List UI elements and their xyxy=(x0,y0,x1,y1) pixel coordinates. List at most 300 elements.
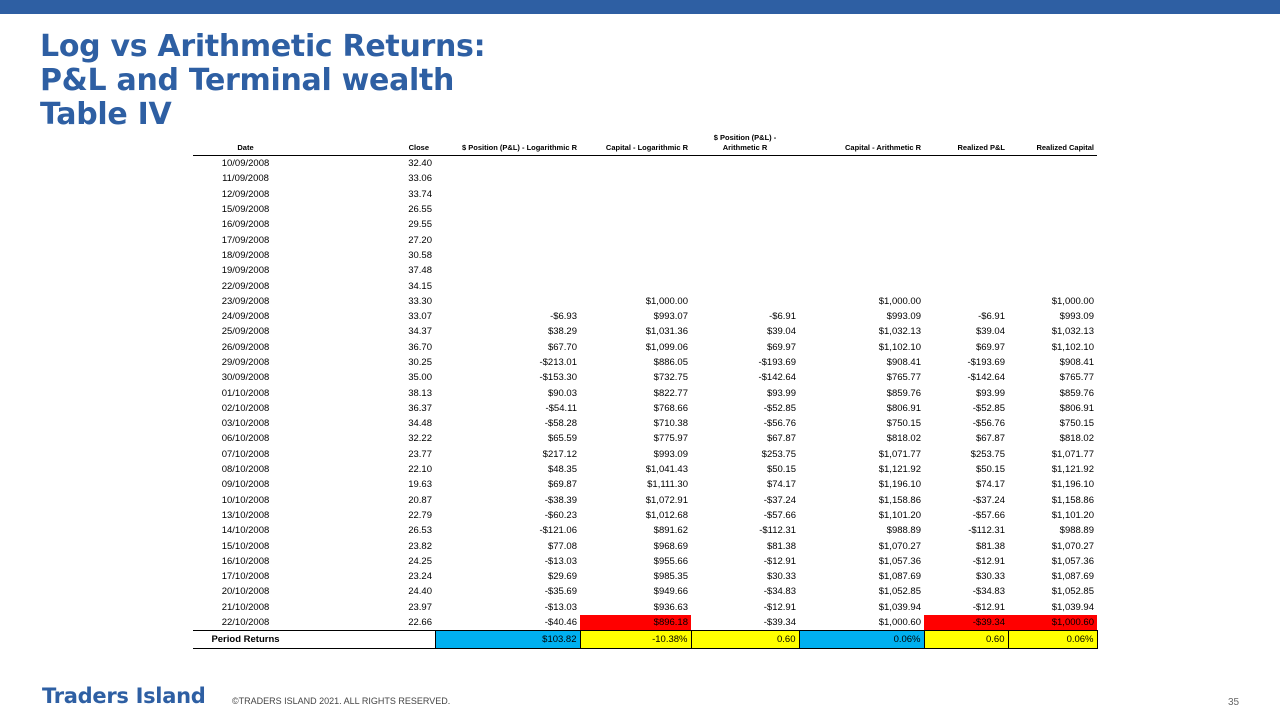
cell-position-arith: -$142.64 xyxy=(758,372,796,384)
cell-realized-pl: $39.04 xyxy=(975,326,1005,338)
cell-position-arith: -$6.91 xyxy=(769,311,796,323)
cell-position-arith: $30.33 xyxy=(766,571,796,583)
table-row xyxy=(193,340,1097,355)
cell-close: 23.77 xyxy=(408,448,432,460)
cell-date: 10/09/2008 xyxy=(221,158,270,170)
cell-capital-log xyxy=(580,232,691,247)
cell-realized-pl xyxy=(924,278,1008,293)
cell-position-log: -$213.01 xyxy=(539,357,577,368)
cell-realized-capital: $1,158.86 xyxy=(1051,494,1094,506)
cell-position-log: $65.59 xyxy=(547,433,577,445)
cell-position-log: $90.03 xyxy=(547,387,577,399)
table-header-row xyxy=(193,124,1097,156)
cell-date: 22/10/2008 xyxy=(193,615,298,631)
returns-table xyxy=(193,124,1098,649)
cell-realized-pl: -$52.85 xyxy=(972,402,1005,414)
cell-position-log: -$40.46 xyxy=(435,615,580,631)
cell-realized-capital xyxy=(1008,263,1097,278)
cell-close: 30.58 xyxy=(408,249,432,261)
cell-capital-log: $886.05 xyxy=(653,357,688,368)
cell-realized-capital: $1,057.36 xyxy=(1051,555,1094,567)
cell-realized-pl xyxy=(924,202,1008,217)
cell-realized-capital: $806.91 xyxy=(1059,402,1094,414)
cell-close: 19.63 xyxy=(408,479,432,491)
cell-position-log xyxy=(435,232,580,247)
cell-realized-pl: $50.15 xyxy=(975,464,1005,476)
cell-position-arith xyxy=(691,156,799,172)
cell-close: 32.22 xyxy=(408,433,432,445)
cell-position-arith: $69.97 xyxy=(766,341,796,353)
cell-date: 18/09/2008 xyxy=(221,249,270,261)
cell-position-log xyxy=(435,263,580,278)
cell-position-arith: -$193.69 xyxy=(758,357,796,368)
table-row xyxy=(193,523,1097,538)
table-row xyxy=(193,508,1097,523)
cell-realized-capital xyxy=(1008,187,1097,202)
cell-date: 08/10/2008 xyxy=(221,464,270,476)
cell-capital-log xyxy=(580,248,691,263)
header-position-arith: $ Position (P&L) - Arithmetic R xyxy=(691,124,799,156)
cell-capital-log: $822.77 xyxy=(653,387,688,399)
cell-date: 26/09/2008 xyxy=(221,341,270,353)
cell-position-log xyxy=(435,294,580,309)
table-row xyxy=(193,278,1097,293)
cell-position-log: -$54.11 xyxy=(545,402,577,414)
cell-date: 15/10/2008 xyxy=(221,540,270,552)
cell-position-log: -$121.06 xyxy=(539,525,577,537)
cell-capital-log: $949.66 xyxy=(653,586,688,598)
cell-capital-arith: $1,000.00 xyxy=(878,295,921,307)
cell-position-arith: -$57.66 xyxy=(763,509,796,521)
cell-date: 16/10/2008 xyxy=(221,555,270,567)
cell-capital-arith: $1,121.92 xyxy=(878,464,921,476)
cell-capital-arith xyxy=(799,171,924,186)
cell-capital-arith xyxy=(799,156,924,172)
cell-capital-arith: $1,032.13 xyxy=(878,326,921,338)
cell-capital-arith: $765.77 xyxy=(886,372,921,384)
cell-realized-pl: $81.38 xyxy=(975,540,1005,552)
cell-capital-log xyxy=(580,171,691,186)
cell-position-arith: $74.17 xyxy=(766,479,796,491)
cell-position-log: -$38.39 xyxy=(544,494,577,506)
cell-realized-pl xyxy=(924,217,1008,232)
cell-position-arith: -$112.31 xyxy=(759,525,796,537)
cell-capital-arith xyxy=(799,263,924,278)
cell-position-arith: $39.04 xyxy=(766,326,796,338)
cell-position-log xyxy=(435,171,580,186)
cell-capital-log: $775.97 xyxy=(653,433,688,445)
cell-realized-capital: $1,071.77 xyxy=(1051,448,1094,460)
cell-position-arith xyxy=(691,294,799,309)
cell-close: 22.10 xyxy=(408,464,432,476)
cell-close: 38.13 xyxy=(408,387,432,399)
period-returns-label: Period Returns xyxy=(193,631,298,649)
cell-capital-log: $1,031.36 xyxy=(645,326,688,338)
table-row xyxy=(193,538,1097,553)
cell-capital-log xyxy=(580,217,691,232)
cell-realized-capital: $1,000.00 xyxy=(1051,295,1094,307)
cell-date: 23/09/2008 xyxy=(221,295,270,307)
cell-capital-log: $955.66 xyxy=(653,555,688,567)
title-line-2: P&L and Terminal wealth xyxy=(40,63,455,98)
cell-realized-pl xyxy=(924,187,1008,202)
period-position-log: $103.82 xyxy=(435,631,580,649)
cell-date: 07/10/2008 xyxy=(221,448,270,460)
cell-realized-capital xyxy=(1008,278,1097,293)
cell-realized-pl: $253.75 xyxy=(970,448,1005,460)
cell-realized-capital: $1,102.10 xyxy=(1051,341,1094,353)
cell-realized-capital xyxy=(1008,217,1097,232)
footer-copyright: ©TRADERS ISLAND 2021. ALL RIGHTS RESERVED. xyxy=(232,696,451,706)
table-row xyxy=(193,431,1097,446)
cell-capital-log: $896.18 xyxy=(580,615,691,631)
cell-position-arith: -$37.24 xyxy=(763,494,796,506)
cell-realized-pl: -$57.66 xyxy=(972,509,1005,521)
cell-close: 24.25 xyxy=(408,555,432,567)
cell-realized-pl: -$12.91 xyxy=(972,601,1005,613)
cell-realized-pl xyxy=(924,156,1008,172)
cell-capital-arith: $908.41 xyxy=(886,357,921,368)
table-row xyxy=(193,447,1097,462)
cell-position-arith xyxy=(691,171,799,186)
cell-date: 12/09/2008 xyxy=(221,188,270,200)
table-row xyxy=(193,171,1097,186)
cell-date: 29/09/2008 xyxy=(221,357,270,368)
period-returns-row xyxy=(193,631,1097,649)
cell-capital-arith: $1,071.77 xyxy=(878,448,921,460)
cell-position-log: -$13.03 xyxy=(544,555,577,567)
cell-realized-capital: $1,087.69 xyxy=(1051,571,1094,583)
cell-capital-arith: $1,057.36 xyxy=(878,555,921,567)
page-number: 35 xyxy=(1228,697,1240,708)
cell-position-log: $48.35 xyxy=(547,464,577,476)
table-row xyxy=(193,263,1097,278)
cell-capital-log: $891.62 xyxy=(653,525,688,537)
cell-realized-pl: -$193.69 xyxy=(967,357,1005,368)
cell-capital-log: $1,041.43 xyxy=(645,464,688,476)
cell-realized-pl: -$39.34 xyxy=(924,615,1008,631)
cell-realized-pl xyxy=(924,294,1008,309)
cell-realized-pl: -$12.91 xyxy=(972,555,1005,567)
slide-title xyxy=(40,30,485,132)
cell-position-log xyxy=(435,187,580,202)
cell-position-log: $67.70 xyxy=(547,341,577,353)
table-row xyxy=(193,156,1097,172)
cell-capital-log: $1,072.91 xyxy=(645,494,688,506)
cell-capital-arith: $1,052.85 xyxy=(878,586,921,598)
cell-position-arith: -$12.91 xyxy=(763,601,796,613)
cell-date: 30/09/2008 xyxy=(221,372,270,384)
cell-realized-pl xyxy=(924,171,1008,186)
title-line-1: Log vs Arithmetic Returns: xyxy=(40,29,486,64)
cell-position-arith xyxy=(691,202,799,217)
cell-capital-log xyxy=(580,187,691,202)
cell-capital-log: $1,000.00 xyxy=(645,295,688,307)
cell-close: 29.55 xyxy=(408,219,432,231)
cell-realized-capital xyxy=(1008,232,1097,247)
cell-position-log: -$58.28 xyxy=(544,418,577,430)
cell-realized-capital xyxy=(1008,248,1097,263)
cell-close: 35.00 xyxy=(408,372,432,384)
cell-capital-arith: $988.89 xyxy=(886,525,921,537)
cell-capital-log: $1,099.06 xyxy=(645,341,688,353)
cell-date: 14/10/2008 xyxy=(221,525,270,537)
cell-position-log: $29.69 xyxy=(547,571,577,583)
cell-date: 11/09/2008 xyxy=(222,173,269,185)
cell-position-log xyxy=(435,278,580,293)
cell-date: 10/10/2008 xyxy=(221,494,270,506)
cell-realized-pl: $30.33 xyxy=(975,571,1005,583)
cell-position-log: -$6.93 xyxy=(550,311,577,323)
header-capital-arith: Capital - Arithmetic R xyxy=(799,124,924,156)
table-row xyxy=(193,416,1097,431)
cell-capital-log xyxy=(580,263,691,278)
cell-close: 32.40 xyxy=(408,158,432,170)
table-row xyxy=(193,584,1097,599)
cell-capital-arith: $1,101.20 xyxy=(878,509,921,521)
cell-realized-pl xyxy=(924,232,1008,247)
table-row xyxy=(193,493,1097,508)
table-row xyxy=(193,202,1097,217)
cell-realized-capital: $765.77 xyxy=(1059,372,1094,384)
cell-position-log: $69.87 xyxy=(547,479,577,491)
cell-capital-arith: $1,196.10 xyxy=(878,479,921,491)
cell-close: 30.25 xyxy=(408,357,432,368)
cell-date: 03/10/2008 xyxy=(221,418,270,430)
table-row xyxy=(193,477,1097,492)
cell-position-log: -$13.03 xyxy=(544,601,577,613)
cell-realized-capital xyxy=(1008,171,1097,186)
cell-date: 25/09/2008 xyxy=(221,326,270,338)
cell-date: 15/09/2008 xyxy=(221,204,270,216)
cell-capital-arith xyxy=(799,232,924,247)
cell-position-log: -$153.30 xyxy=(539,372,577,384)
cell-close: 23.24 xyxy=(408,571,432,583)
cell-close: 33.06 xyxy=(408,173,432,185)
period-capital-arith: 0.06% xyxy=(799,631,924,649)
period-position-arith: 0.60 xyxy=(691,631,799,649)
cell-capital-arith xyxy=(799,202,924,217)
cell-capital-arith: $1,102.10 xyxy=(878,341,921,353)
table-row xyxy=(193,294,1097,309)
cell-position-log xyxy=(435,248,580,263)
table-row xyxy=(193,370,1097,385)
cell-realized-capital: $1,101.20 xyxy=(1051,509,1094,521)
cell-position-arith: -$39.34 xyxy=(691,615,799,631)
cell-capital-arith: $1,039.94 xyxy=(878,601,921,613)
cell-position-log xyxy=(435,156,580,172)
cell-realized-pl: $74.17 xyxy=(975,479,1005,491)
cell-capital-log: $985.35 xyxy=(653,571,688,583)
table-row xyxy=(193,401,1097,416)
cell-realized-pl: -$112.31 xyxy=(968,525,1005,537)
cell-position-arith: -$52.85 xyxy=(763,402,796,414)
cell-capital-arith: $993.09 xyxy=(886,311,921,323)
cell-position-log xyxy=(435,217,580,232)
cell-close: 34.37 xyxy=(408,326,432,338)
cell-realized-capital xyxy=(1008,202,1097,217)
cell-capital-log: $768.66 xyxy=(653,402,688,414)
cell-position-arith xyxy=(691,187,799,202)
table-row xyxy=(193,248,1097,263)
cell-position-log: -$60.23 xyxy=(544,509,577,521)
cell-realized-pl: $69.97 xyxy=(975,341,1005,353)
header-close: Close xyxy=(298,124,435,156)
cell-close: 36.37 xyxy=(408,402,432,414)
cell-date: 02/10/2008 xyxy=(221,402,270,414)
cell-capital-arith: $806.91 xyxy=(886,402,921,414)
cell-position-log: -$35.69 xyxy=(544,586,577,598)
cell-position-arith xyxy=(691,278,799,293)
cell-realized-capital xyxy=(1008,156,1097,172)
cell-capital-log xyxy=(580,156,691,172)
table-row xyxy=(193,554,1097,569)
cell-realized-capital: $908.41 xyxy=(1059,357,1094,368)
cell-realized-capital: $988.89 xyxy=(1059,525,1094,537)
cell-close: 34.15 xyxy=(408,280,432,292)
cell-realized-pl: -$56.76 xyxy=(972,418,1005,430)
table-row xyxy=(193,309,1097,324)
period-capital-log: -10.38% xyxy=(580,631,691,649)
cell-capital-arith: $750.15 xyxy=(886,418,921,430)
cell-position-arith: $253.75 xyxy=(761,448,796,460)
cell-realized-pl: $93.99 xyxy=(975,387,1005,399)
table-row xyxy=(193,615,1097,631)
cell-realized-capital: $1,032.13 xyxy=(1051,326,1094,338)
cell-position-arith: -$34.83 xyxy=(763,586,796,598)
cell-capital-log xyxy=(580,278,691,293)
cell-close: 33.07 xyxy=(408,311,432,323)
header-realized-pl: Realized P&L xyxy=(924,124,1008,156)
cell-close: 24.40 xyxy=(408,586,432,598)
cell-realized-pl xyxy=(924,248,1008,263)
cell-capital-arith xyxy=(799,278,924,293)
cell-capital-log: $732.75 xyxy=(653,372,688,384)
cell-position-arith xyxy=(691,263,799,278)
cell-date: 20/10/2008 xyxy=(221,586,270,598)
cell-date: 13/10/2008 xyxy=(221,509,270,521)
cell-capital-arith xyxy=(799,217,924,232)
cell-close: 22.79 xyxy=(408,509,432,521)
cell-position-log: $77.08 xyxy=(547,540,577,552)
cell-date: 19/09/2008 xyxy=(221,265,270,277)
header-capital-log: Capital - Logarithmic R xyxy=(580,124,691,156)
cell-realized-capital: $818.02 xyxy=(1059,433,1094,445)
cell-capital-arith xyxy=(799,248,924,263)
cell-capital-arith: $1,158.86 xyxy=(878,494,921,506)
cell-realized-pl: -$37.24 xyxy=(972,494,1005,506)
cell-position-arith xyxy=(691,248,799,263)
cell-date: 21/10/2008 xyxy=(221,601,270,613)
period-realized-pl: 0.60 xyxy=(924,631,1008,649)
cell-realized-capital: $1,196.10 xyxy=(1051,479,1094,491)
cell-realized-capital: $1,070.27 xyxy=(1051,540,1094,552)
cell-realized-capital: $1,039.94 xyxy=(1051,601,1094,613)
table-row xyxy=(193,324,1097,339)
cell-realized-capital: $750.15 xyxy=(1059,418,1094,430)
cell-position-arith: -$56.76 xyxy=(763,418,796,430)
cell-capital-arith: $1,087.69 xyxy=(878,571,921,583)
cell-date: 17/10/2008 xyxy=(221,571,270,583)
cell-position-arith xyxy=(691,217,799,232)
table-row xyxy=(193,187,1097,202)
cell-capital-log: $968.69 xyxy=(653,540,688,552)
cell-capital-log: $993.09 xyxy=(653,448,688,460)
cell-close: 33.74 xyxy=(408,188,432,200)
cell-position-arith: $81.38 xyxy=(766,540,796,552)
cell-position-arith: $93.99 xyxy=(766,387,796,399)
table-row xyxy=(193,355,1097,370)
cell-close: 27.20 xyxy=(408,234,432,246)
cell-date: 24/09/2008 xyxy=(221,311,270,323)
top-accent-bar xyxy=(0,0,1280,14)
cell-realized-pl: -$34.83 xyxy=(972,586,1005,598)
cell-realized-pl xyxy=(924,263,1008,278)
header-position-log: $ Position (P&L) - Logarithmic R xyxy=(435,124,580,156)
period-realized-capital: 0.06% xyxy=(1008,631,1097,649)
cell-position-log: $217.12 xyxy=(542,448,577,460)
cell-close: 33.30 xyxy=(408,295,432,307)
cell-capital-log xyxy=(580,202,691,217)
cell-realized-capital: $993.09 xyxy=(1059,311,1094,323)
cell-close: 23.97 xyxy=(408,601,432,613)
cell-realized-pl: -$142.64 xyxy=(967,372,1005,384)
cell-close: 26.53 xyxy=(408,525,432,537)
table-row xyxy=(193,217,1097,232)
cell-position-arith xyxy=(691,232,799,247)
cell-position-arith: $67.87 xyxy=(766,433,796,445)
cell-date: 22/09/2008 xyxy=(221,280,270,292)
table-row xyxy=(193,569,1097,584)
cell-capital-arith xyxy=(799,187,924,202)
header-date: Date xyxy=(193,124,298,156)
cell-close: 26.55 xyxy=(408,204,432,216)
cell-position-arith: -$12.91 xyxy=(763,555,796,567)
cell-realized-pl: $67.87 xyxy=(975,433,1005,445)
cell-capital-log: $936.63 xyxy=(653,601,688,613)
cell-realized-capital: $1,000.60 xyxy=(1008,615,1097,631)
cell-close: 37.48 xyxy=(408,265,432,277)
title-line-3: Table IV xyxy=(40,97,172,132)
cell-capital-log: $710.38 xyxy=(653,418,688,430)
cell-position-arith: $50.15 xyxy=(766,464,796,476)
cell-close: 36.70 xyxy=(408,341,432,353)
cell-close: 22.66 xyxy=(298,615,435,631)
cell-realized-capital: $1,052.85 xyxy=(1051,586,1094,598)
cell-realized-capital: $1,121.92 xyxy=(1051,464,1094,476)
cell-date: 06/10/2008 xyxy=(221,433,270,445)
cell-date: 17/09/2008 xyxy=(221,234,270,246)
cell-position-log xyxy=(435,202,580,217)
header-realized-capital: Realized Capital xyxy=(1008,124,1097,156)
traders-island-logo: Traders Island xyxy=(42,684,206,708)
cell-close: 20.87 xyxy=(408,494,432,506)
cell-date: 16/09/2008 xyxy=(221,219,270,231)
table-row xyxy=(193,232,1097,247)
cell-realized-pl: -$6.91 xyxy=(978,311,1005,323)
cell-capital-log: $993.07 xyxy=(653,311,688,323)
cell-capital-log: $1,111.30 xyxy=(647,479,688,491)
cell-date: 01/10/2008 xyxy=(221,387,270,399)
cell-capital-arith: $1,070.27 xyxy=(878,540,921,552)
table-row xyxy=(193,462,1097,477)
cell-capital-arith: $818.02 xyxy=(886,433,921,445)
cell-capital-log: $1,012.68 xyxy=(645,509,688,521)
period-returns-close xyxy=(298,631,435,649)
cell-capital-arith: $1,000.60 xyxy=(799,615,924,631)
cell-close: 34.48 xyxy=(408,418,432,430)
table-row xyxy=(193,600,1097,615)
